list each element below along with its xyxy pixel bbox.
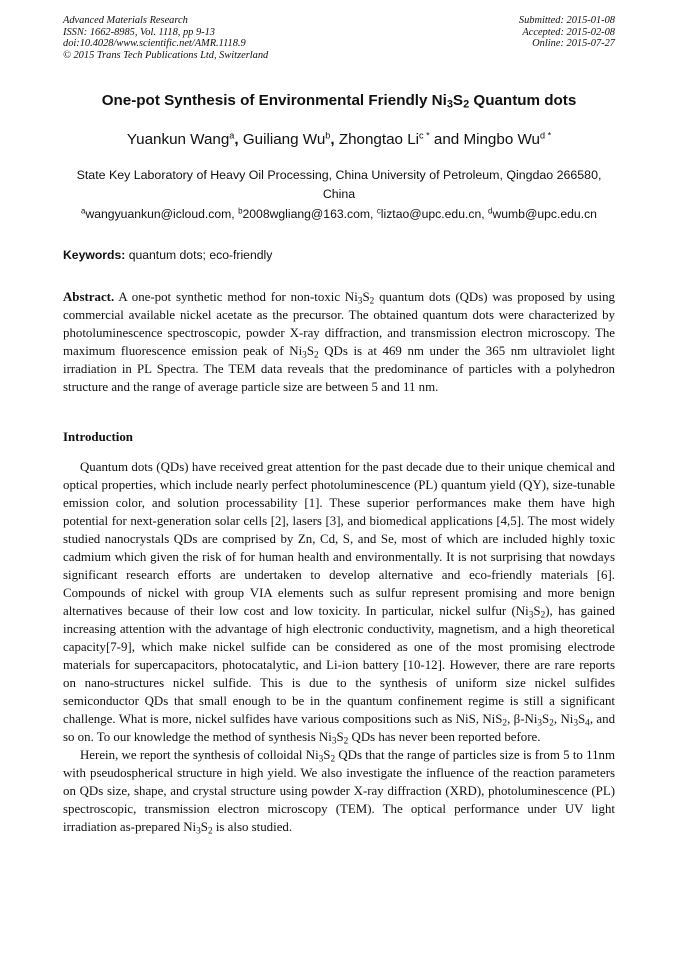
submission-dates <box>519 15 615 50</box>
affiliation: State Key Laboratory of Heavy Oil Processing, China University of Petroleum, Qingdao 266580, China <box>76 168 602 201</box>
email-link[interactable]: wangyuankun@icloud.com <box>85 207 232 221</box>
online-date: Online: 2015-07-27 <box>532 38 615 49</box>
keywords-label: Keywords: <box>63 248 126 262</box>
paper-title: One-pot Synthesis of Environmental Friendly $Ni_3S_2$ Quantum dots <box>101 92 577 111</box>
keywords <box>63 248 272 262</box>
author: Zhongtao $Li^{c *}$ <box>338 130 430 148</box>
journal-info <box>63 15 268 61</box>
introduction-body <box>63 458 615 836</box>
copyright-line: © 2015 Trans Tech Publications Ltd, Switzerland <box>63 49 269 61</box>
author: Guiliang Wu$^b$ <box>242 130 331 148</box>
journal-name: Advanced Materials Research <box>63 15 188 26</box>
email-list: $^a$wangyuankun@icloud.com, $^b$2008wgliang@163.com, $^c$liztao@upc.edu.cn, $^d$wumb@upc.edu.cn <box>81 206 597 221</box>
issn-line: ISSN: 1662-8985, Vol. 1118, pp 9-13 <box>63 26 215 38</box>
paragraph: Quantum dots (QDs) have received great attention for the past decade due to their unique chemical and optical properties, which include nearly perfect photoluminescence (PL) quantum yield (QY), size-tunable emission color, and solution processability [1]. These superior performances make them have high potential for next-generation solar cells [2], lasers [3], and biomedical applications [4,5]. The most widely studied nanocrystals QDs are comprised by Zn, Cd, S, and Se, most of which are included highly toxic cadmium which given the risk of for human health and environmentally. It is not surprising that nowdays significant research efforts are undertaken to develop alternative and eco-friendly materials [6]. Compounds of nickel with group VIA elements such as sulfur represent promising and more benign alternatives because of their low cost and low toxicity. In particular, nickel sulfur $(Ni_3S_2)$, has gained increasing attention with the advantage of high electronic conductivity, magnetism, and a high theoretical capacity[7-9], which make nickel sulfide can be considered as one of the most promising electrode materials for supercapacitors, photocatalytic, and Li-ion battery [10-12]. However, there are rare reports on nano-structures nickel sulfide. This is due to the synthesis of uniform size nickel sulfides semiconductor QDs that small enough to be in the quantum confinement regime is still a significant challenge. What is more, nickel sulfides have various compositions such as NiS, NiS$_2$, $\beta-Ni_3S_2$, $Ni_3S_4$, and so on. To our knowledge the method of synthesis $Ni_3S_2$ QDs has never been reported before. <box>63 460 616 747</box>
abstract <box>63 288 615 396</box>
abstract-label: Abstract. <box>63 290 115 304</box>
author: Mingbo $Wu^{d *}$ <box>463 130 552 148</box>
keywords-text: quantum dots; eco-friendly <box>125 248 273 262</box>
email-link[interactable]: liztao@upc.edu.cn <box>380 207 482 221</box>
paragraph: Herein, we report the synthesis of colloidal $Ni_3S_2$ QDs that the range of particles size is from 5 to 11nm with pseudospherical structure in high yield. We also investigate the influence of the reaction parameters on QDs size, shape, and crystal structure using powder X-ray diffraction (XRD), photoluminescence (PL) spectroscopic, transmission electron microscopy (TEM). The optical performance under UV light irradiation as-prepared $Ni_3S_2$ is also studied. <box>63 748 615 837</box>
author: Yuankun Wang$^a$ <box>126 130 235 148</box>
email-link[interactable]: 2008wgliang@163.com <box>242 207 371 221</box>
email-link[interactable]: wumb@upc.edu.cn <box>492 207 597 221</box>
accepted-date: Accepted: 2015-02-08 <box>522 26 615 38</box>
author-list: Yuankun Wang$^a$, Guiliang Wu$^b$, Zhongtao $Li^{c *}$ and Mingbo $Wu^{d *}$ <box>126 130 552 148</box>
section-heading: Introduction <box>63 430 133 444</box>
doi-line: doi:10.4028/www.scientific.net/AMR.1118.9 <box>63 38 246 49</box>
submitted-date: Submitted: 2015-01-08 <box>518 15 615 26</box>
abstract-text: A one-pot synthetic method for non-toxic $Ni_3S_2$ quantum dots (QDs) was proposed by using commercial available nickel acetate as the precursor. The obtained quantum dots were characterized by photoluminescence spectroscopic, powder X-ray diffraction, and transmission electron microscopy. The maximum fluorescence emission peak of $Ni_3S_2$ QDs is at 469 nm under the 365 nm ultraviolet light irradiation in PL Spectra. The TEM data reveals that the predominance of particles with a polyhedron structure and the range of average particle size are between 5 and 11 nm. <box>63 290 615 394</box>
